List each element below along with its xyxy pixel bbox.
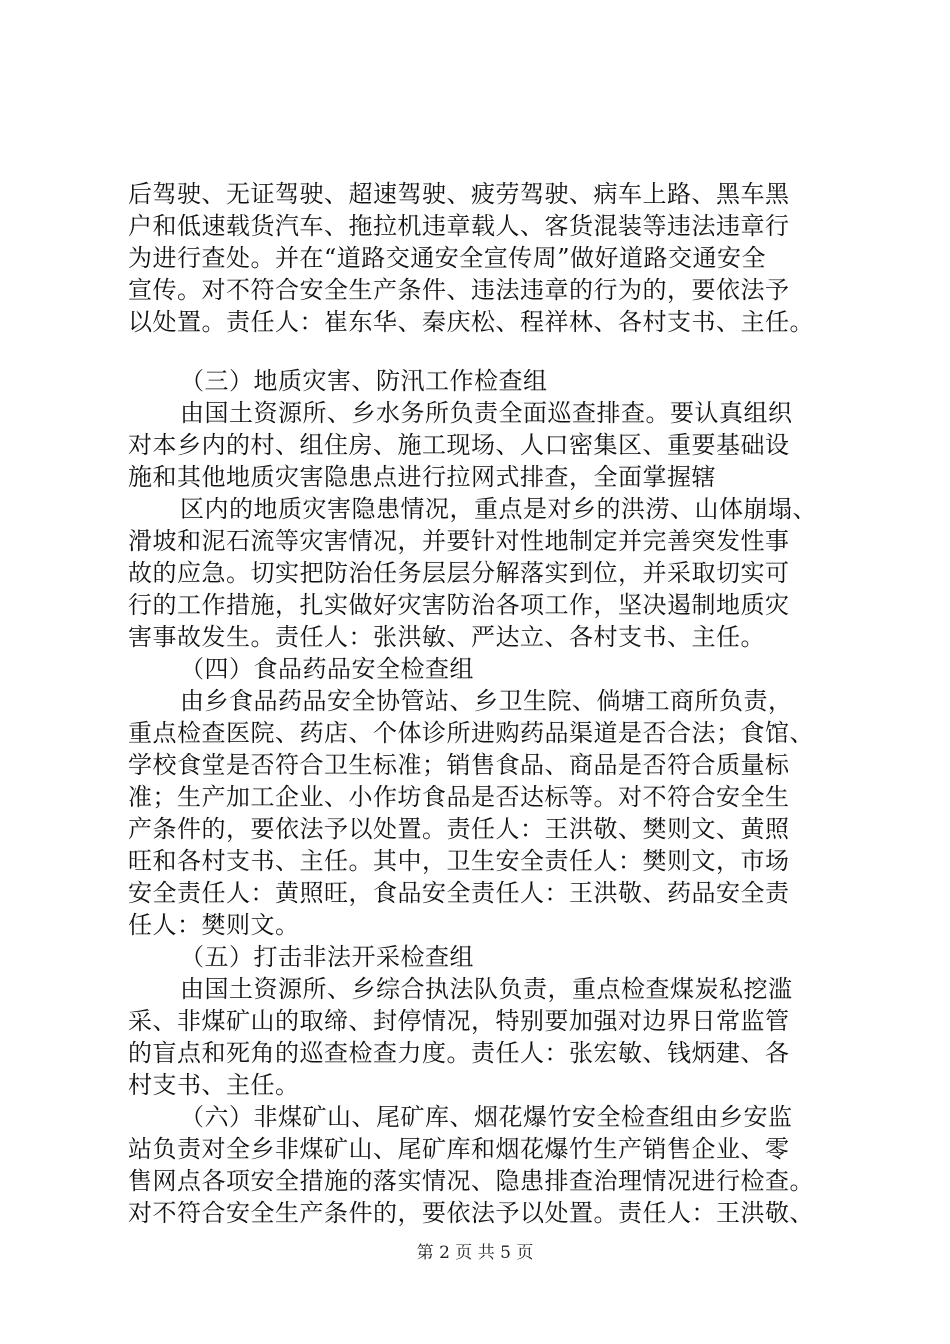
text-line: 旺和各村支书、主任。其中，卫生安全责任人：樊则文，市场 [128, 847, 790, 875]
text-line: 售网点各项安全措施的落实情况、隐患排查治理情况进行检查。 [128, 1167, 814, 1195]
text-line: 的盲点和死角的巡查检查力度。责任人：张宏敏、钱炳建、各 [128, 1039, 790, 1067]
page-number: 第 2 页 共 5 页 [416, 1243, 534, 1263]
text-line: 对不符合安全生产条件的，要依法予以处置。责任人：王洪敬、 [128, 1199, 814, 1227]
text-line: 行的工作措施，扎实做好灾害防治各项工作，坚决遏制地质灾 [128, 591, 790, 619]
text-line: 对本乡内的村、组住房、施工现场、人口密集区、重要基础设 [128, 431, 790, 459]
text-line: 安全责任人：黄照旺，食品安全责任人：王洪敬、药品安全责 [128, 879, 790, 907]
text-line: 站负责对全乡非煤矿山、尾矿库和烟花爆竹生产销售企业、零 [128, 1135, 790, 1163]
text-line: 采、非煤矿山的取缔、封停情况，特别要加强对边界日常监管 [128, 1007, 790, 1035]
section-heading: （四）食品药品安全检查组 [180, 655, 474, 683]
text-line: 准；生产加工企业、小作坊食品是否达标等。对不符合安全生 [128, 783, 790, 811]
text-line: 任人：樊则文。 [128, 911, 300, 939]
text-line: 宣传。对不符合安全生产条件、违法违章的行为的，要依法予 [128, 276, 790, 304]
text-line: 村支书、主任。 [128, 1071, 300, 1099]
text-line: 产条件的，要依法予以处置。责任人：王洪敬、樊则文、黄照 [128, 815, 790, 843]
section-heading: （五）打击非法开采检查组 [180, 943, 474, 971]
text-line: 以处置。责任人：崔东华、秦庆松、程祥林、各村支书、主任。 [128, 308, 814, 336]
text-line: 由乡食品药品安全协管站、乡卫生院、倘塘工商所负责， [180, 687, 793, 715]
text-line: 户和低速载货汽车、拖拉机违章载人、客货混装等违法违章行 [128, 212, 790, 240]
text-line: 害事故发生。责任人：张洪敏、严达立、各村支书、主任。 [128, 623, 765, 651]
text-line: 施和其他地质灾害隐患点进行拉网式排查，全面掌握辖 [128, 463, 716, 491]
section-heading: （三）地质灾害、防汛工作检查组 [180, 367, 548, 395]
text-line: 为进行查处。并在“道路交通安全宣传周”做好道路交通安全 [128, 244, 767, 272]
text-line: 滑坡和泥石流等灾害情况，并要针对性地制定并完善突发性事 [128, 527, 790, 555]
text-line: 后驾驶、无证驾驶、超速驾驶、疲劳驾驶、病车上路、黑车黑 [128, 180, 790, 208]
text-line: 区内的地质灾害隐患情况，重点是对乡的洪涝、山体崩塌、 [180, 495, 817, 523]
text-line: 学校食堂是否符合卫生标准；销售食品、商品是否符合质量标 [128, 751, 790, 779]
text-line: 由国土资源所、乡综合执法队负责，重点检查煤炭私挖滥 [180, 975, 793, 1003]
text-line: 重点检查医院、药店、个体诊所进购药品渠道是否合法；食馆、 [128, 719, 814, 747]
document-body [128, 178, 828, 1229]
section-heading: （六）非煤矿山、尾矿库、烟花爆竹安全检查组由乡安监 [180, 1103, 793, 1131]
text-line: 故的应急。切实把防治任务层层分解落实到位，并采取切实可 [128, 559, 790, 587]
text-line: 由国土资源所、乡水务所负责全面巡查排查。要认真组织 [180, 399, 793, 427]
paragraph-gap [128, 338, 828, 365]
